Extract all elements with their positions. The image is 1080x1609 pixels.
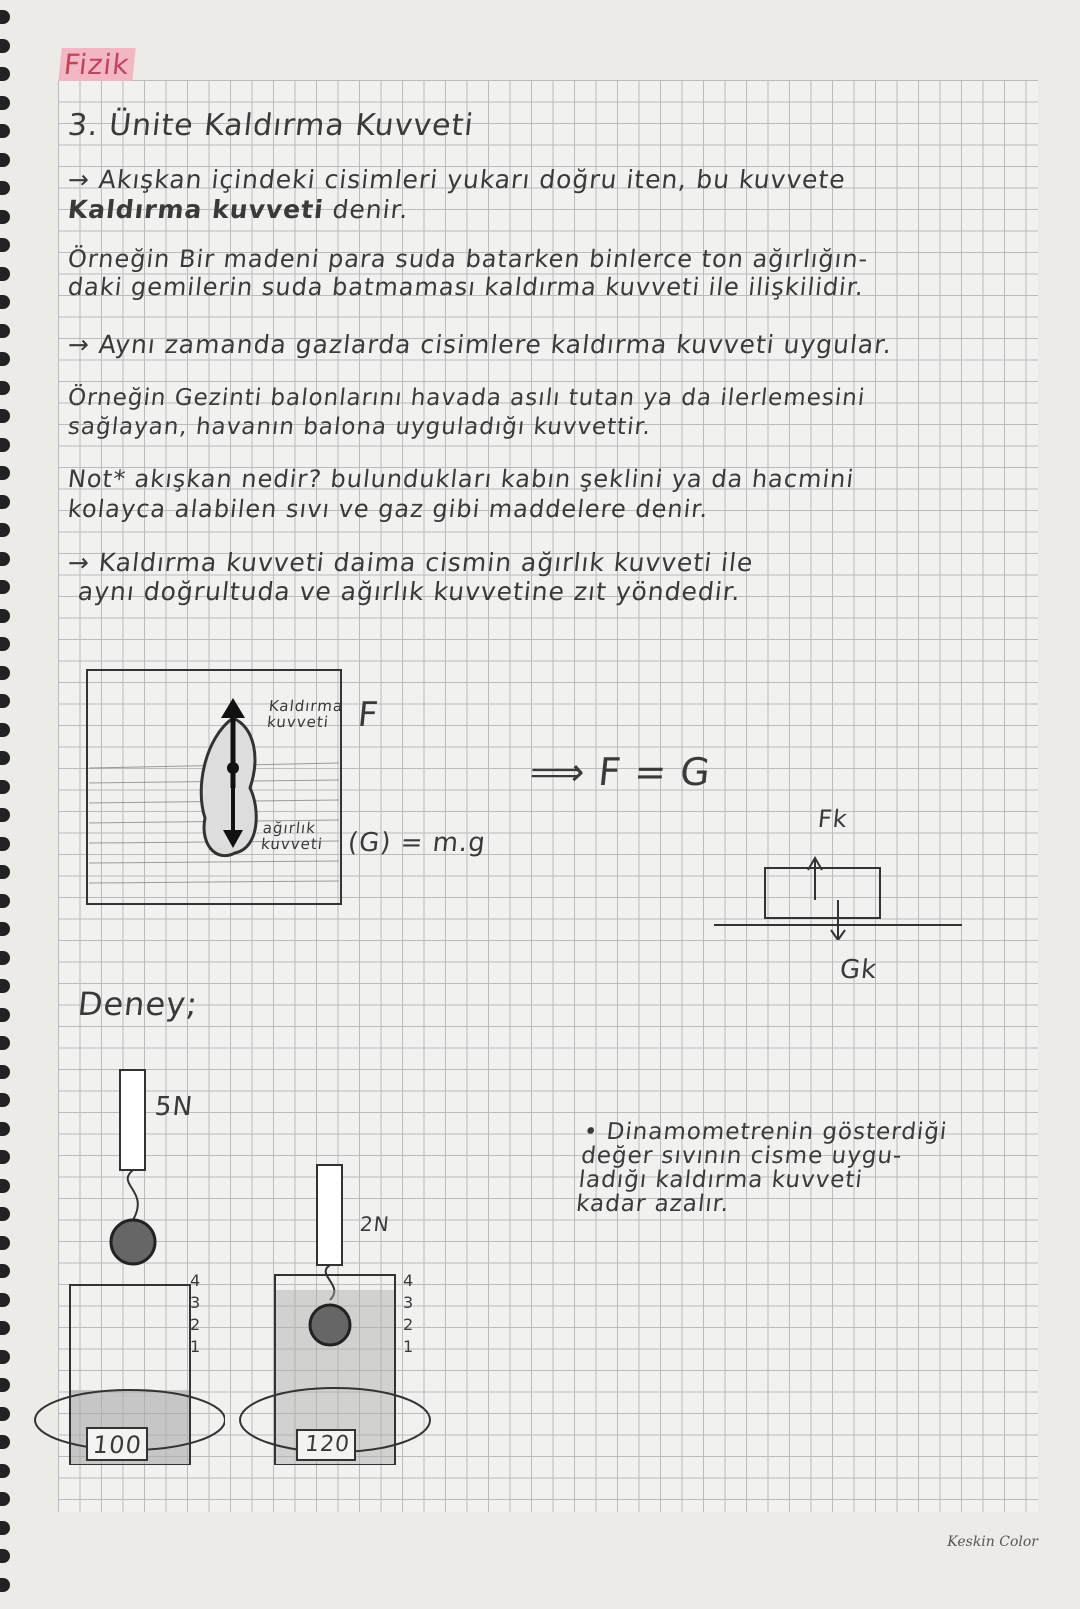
binding-hole (0, 1350, 10, 1364)
binding-hole (0, 523, 10, 537)
binding-hole (0, 352, 10, 366)
binding-hole (0, 438, 10, 452)
binding-hole (0, 210, 10, 224)
hanging-object (111, 1220, 155, 1264)
equation: ⟹ F = G (527, 750, 714, 794)
buoyancy-label: Kaldırma kuvveti (266, 697, 345, 731)
binding-hole (0, 1207, 10, 1221)
binding-hole (0, 580, 10, 594)
binding-hole (0, 723, 10, 737)
experiment-heading: Deney; (76, 985, 201, 1023)
buoyant-force-label: Fk (816, 805, 850, 833)
binding-hole (0, 808, 10, 822)
binding-hole (0, 1321, 10, 1335)
left-scale: 4 3 2 1 (190, 1271, 201, 1356)
binding-hole (0, 609, 10, 623)
binding-hole (0, 1492, 10, 1506)
note-line: → Aynı zamanda gazlarda cisimlere kaldırma kuvveti uygular. (66, 330, 894, 359)
note-line: daki gemilerin suda batmaması kaldırma kuvveti ile ilişkilidir. (66, 273, 866, 301)
note-line: → Akışkan içindeki cisimleri yukarı doğru iten, bu kuvvete (66, 165, 848, 194)
dynamometer (120, 1070, 145, 1170)
note-line: Örneğin Bir madeni para suda batarken binlerce ton ağırlığın- (66, 245, 870, 273)
binding-hole (0, 1578, 10, 1592)
weight-formula: (G) = m.g (346, 828, 488, 858)
weight-label: ağırlık kuvveti (260, 819, 324, 853)
right-volume-reading: 120 (303, 1432, 352, 1457)
binding-hole (0, 951, 10, 965)
binding-hole (0, 181, 10, 195)
spiral-binding (0, 0, 14, 1609)
left-volume-reading: 100 (91, 1431, 144, 1459)
binding-hole (0, 1521, 10, 1535)
notebook-brand: Keskin Color (947, 1534, 1038, 1550)
binding-hole (0, 10, 10, 24)
binding-hole (0, 153, 10, 167)
note-line: Not* akışkan nedir? bulundukları kabın şeklini ya da hacmini (66, 465, 856, 493)
binding-hole (0, 637, 10, 651)
binding-hole (0, 780, 10, 794)
submerged-object (310, 1305, 350, 1345)
subject-label: Fizik (58, 48, 135, 81)
binding-hole (0, 1378, 10, 1392)
binding-hole (0, 39, 10, 53)
binding-hole (0, 1435, 10, 1449)
binding-hole (0, 1464, 10, 1478)
binding-hole (0, 1093, 10, 1107)
note-line: aynı doğrultuda ve ağırlık kuvvetine zıt yöndedir. (76, 577, 743, 606)
binding-hole (0, 894, 10, 908)
binding-hole (0, 1293, 10, 1307)
binding-hole (0, 409, 10, 423)
note-line: kolayca alabilen sıvı ve gaz gibi maddelere denir. (66, 495, 711, 523)
binding-hole (0, 1236, 10, 1250)
note-line: sağlayan, havanın balona uyguladığı kuvvettir. (66, 414, 653, 440)
term-bold: Kaldırma kuvveti (66, 195, 326, 224)
binding-hole (0, 694, 10, 708)
note-line: → Kaldırma kuvveti daima cismin ağırlık kuvveti ile (66, 548, 755, 577)
binding-hole (0, 267, 10, 281)
note-line: Örneğin Gezinti balonlarını havada asılı tutan ya da ilerlemesini (66, 385, 867, 411)
binding-hole (0, 1036, 10, 1050)
binding-hole (0, 922, 10, 936)
binding-hole (0, 96, 10, 110)
binding-hole (0, 837, 10, 851)
experiment-setup-left (25, 1060, 225, 1465)
binding-hole (0, 1407, 10, 1421)
binding-hole (0, 495, 10, 509)
force-f-symbol: F (355, 695, 381, 735)
binding-hole (0, 1122, 10, 1136)
binding-hole (0, 238, 10, 252)
binding-hole (0, 751, 10, 765)
binding-hole (0, 1549, 10, 1563)
page-title: 3. Ünite Kaldırma Kuvveti (66, 108, 476, 143)
binding-hole (0, 666, 10, 680)
weight-force-label: Gk (838, 955, 879, 985)
right-scale: 4 3 2 1 (403, 1271, 414, 1356)
dynamometer (317, 1165, 342, 1265)
experiment-note: • Dinamometrenin gösterdiği değer sıvının cisme uygu- ladığı kaldırma kuvveti kadar azalır. (574, 1119, 949, 1217)
binding-hole (0, 381, 10, 395)
binding-hole (0, 466, 10, 480)
binding-hole (0, 1179, 10, 1193)
right-dynamometer-reading: 2N (358, 1212, 391, 1236)
binding-hole (0, 1008, 10, 1022)
left-dynamometer-reading: 5N (153, 1092, 195, 1122)
binding-hole (0, 552, 10, 566)
binding-hole (0, 67, 10, 81)
binding-hole (0, 324, 10, 338)
binding-hole (0, 865, 10, 879)
note-line: denir. (331, 195, 411, 224)
binding-hole (0, 1065, 10, 1079)
arrow-up-icon (221, 698, 245, 718)
binding-hole (0, 295, 10, 309)
binding-hole (0, 979, 10, 993)
floating-block-diagram (710, 840, 970, 940)
binding-hole (0, 1150, 10, 1164)
binding-hole (0, 124, 10, 138)
binding-hole (0, 1264, 10, 1278)
